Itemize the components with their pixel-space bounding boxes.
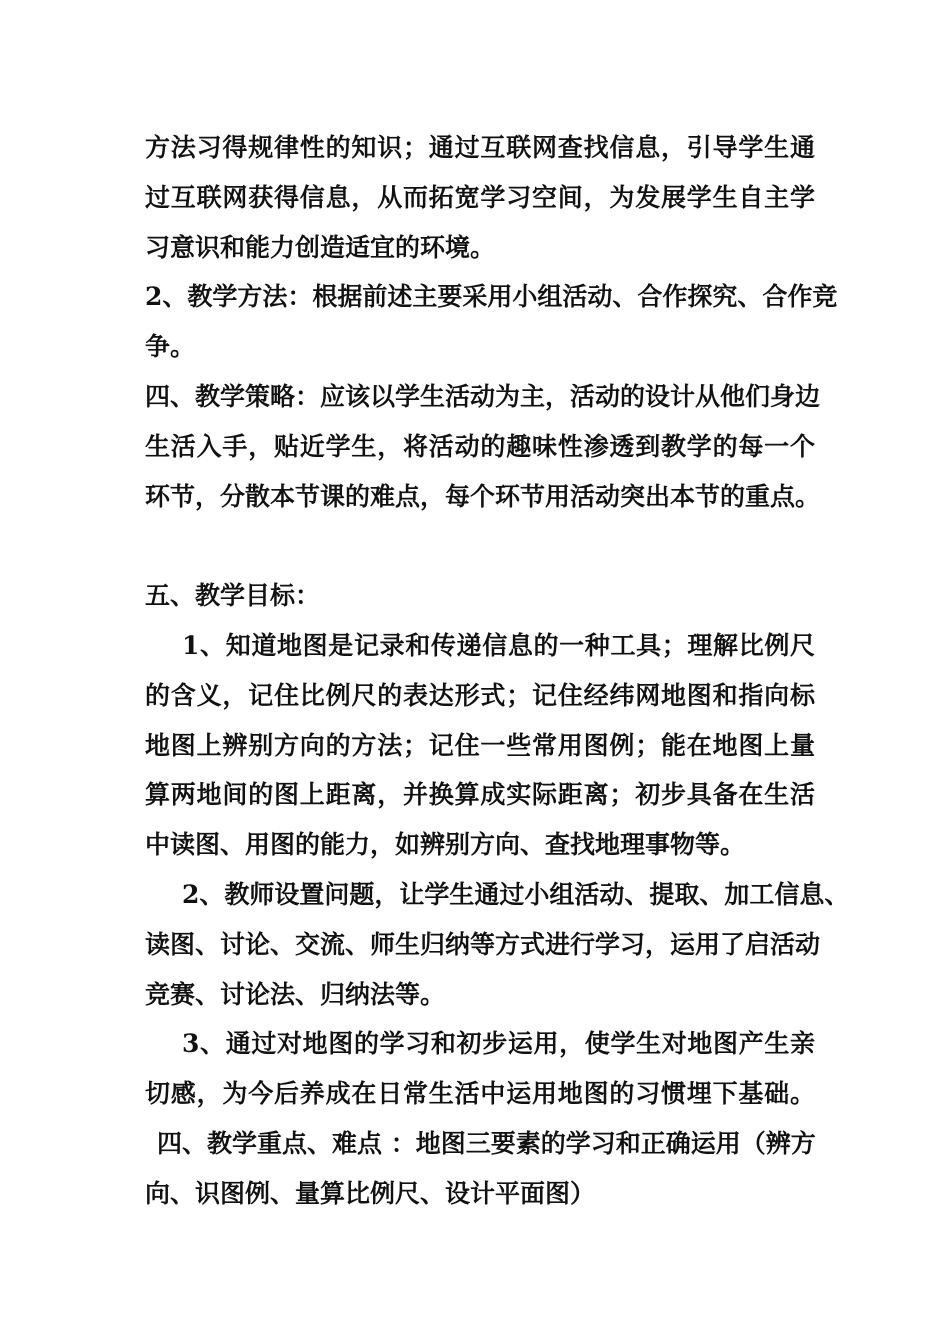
text-line: 2、教学方法：根据前述主要采用小组活动、合作探究、合作竞	[145, 282, 838, 312]
text-line: 算两地间的图上距离，并换算成实际距离；初步具备在生活	[145, 780, 815, 810]
blank-line	[145, 521, 815, 571]
text-line: 生活入手，贴近学生，将活动的趣味性渗透到教学的每一个	[145, 431, 815, 461]
objective-item-2: 2、教师设置问题，让学生通过小组活动、提取、加工信息、	[182, 879, 850, 909]
section-heading-teaching-objectives: 五、教学目标：	[145, 581, 321, 611]
text-line: 习意识和能力创造适宜的环境。	[145, 232, 496, 262]
objective-item-1: 1、知道地图是记录和传递信息的一种工具；理解比例尺	[182, 630, 815, 660]
section-heading-key-points: 四、教学重点、难点 ：地图三要素的学习和正确运用（辨方	[157, 1128, 816, 1158]
text-line: 争。	[145, 332, 196, 362]
text-line: 竞赛、讨论法、归纳法等。	[145, 979, 446, 1009]
text-line: 中读图、用图的能力，如辨别方向、查找地理事物等。	[145, 830, 746, 860]
section-heading-teaching-strategy: 四、教学策略：应该以学生活动为主，活动的设计从他们身边	[145, 381, 821, 411]
text-line: 方法习得规律性的知识；通过互联网查找信息，引导学生通	[145, 133, 815, 162]
objective-item-3: 3、通过对地图的学习和初步运用，使学生对地图产生亲	[182, 1029, 815, 1059]
text-line: 读图、讨论、交流、师生归纳等方式进行学习，运用了启活动	[145, 929, 821, 959]
text-line: 过互联网获得信息，从而拓宽学习空间，为发展学生自主学	[145, 182, 815, 212]
document-body	[145, 123, 850, 1219]
text-line: 向、识图例、量算比例尺、设计平面图）	[145, 1178, 596, 1208]
text-line: 环节，分散本节课的难点，每个环节用活动突出本节的重点。	[145, 481, 821, 511]
text-line: 地图上辨别方向的方法；记住一些常用图例；能在地图上量	[145, 730, 815, 760]
text-line: 的含义，记住比例尺的表达形式；记住经纬网地图和指向标	[145, 680, 815, 710]
text-line: 切感，为今后养成在日常生活中运用地图的习惯埋下基础。	[145, 1079, 815, 1109]
